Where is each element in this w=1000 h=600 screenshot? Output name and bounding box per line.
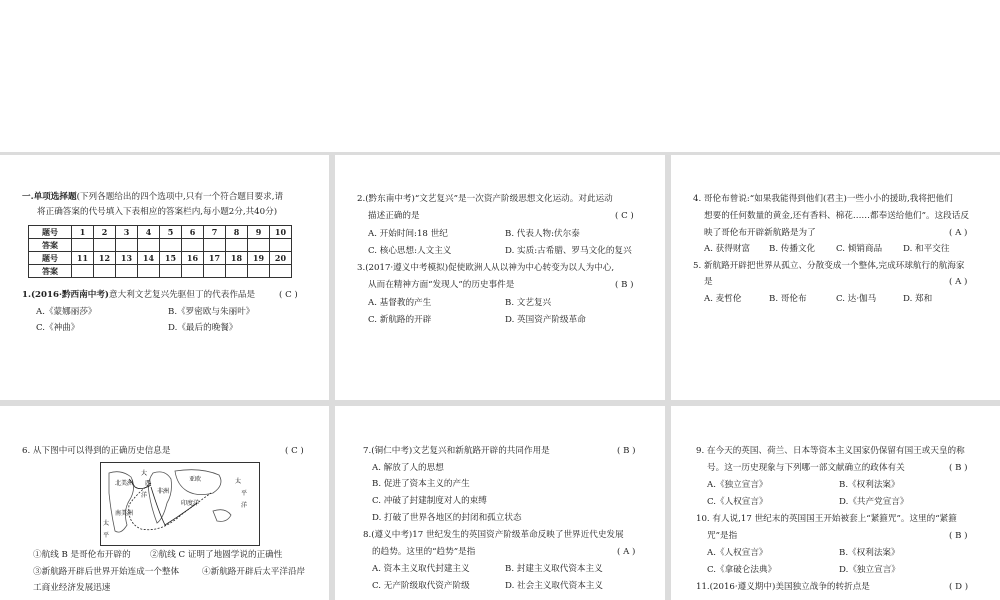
table-cell bbox=[270, 239, 292, 252]
option-b: B.《罗密欧与朱丽叶》 bbox=[168, 307, 255, 317]
question-5-text-2: 是 bbox=[704, 277, 713, 287]
table-cell bbox=[226, 239, 248, 252]
option-a: A.《独立宣言》 bbox=[707, 480, 768, 490]
answer-mark: ( A ) bbox=[949, 228, 968, 238]
question-1 bbox=[22, 290, 255, 301]
section-title: 一.单项选择题 bbox=[22, 192, 77, 202]
option-d: D.《最后的晚餐》 bbox=[168, 323, 238, 333]
option-c: C. 无产阶级取代资产阶级 bbox=[372, 581, 470, 591]
question-4-text: 4. 哥伦布曾说:“如果我能得到他们(君主)一些小小的援助,我将把他们 bbox=[693, 194, 953, 204]
statement-4-cont: 工商业经济发展迅速 bbox=[33, 583, 111, 593]
option-c: C. 核心思想:人文主义 bbox=[368, 246, 452, 256]
question-text: 意大利文艺复兴先驱但丁的代表作品是 bbox=[109, 290, 256, 300]
option-a: A.《人权宣言》 bbox=[707, 548, 768, 558]
answer-mark: ( B ) bbox=[615, 280, 634, 290]
table-cell bbox=[160, 239, 182, 252]
answer-mark: ( A ) bbox=[617, 547, 636, 557]
map-label: 太 bbox=[235, 478, 242, 485]
question-5-text: 5. 新航路开辟把世界从孤立、分散变成一个整体,完成环球航行的航海家 bbox=[693, 261, 965, 271]
table-cell: 8 bbox=[226, 226, 248, 239]
page-panel-4 bbox=[0, 406, 329, 600]
table-cell bbox=[72, 265, 94, 278]
question-source: (2016·黔西南中考) bbox=[30, 290, 109, 300]
table-cell bbox=[94, 239, 116, 252]
table-cell bbox=[138, 239, 160, 252]
option-d: D. 实质:古希腊、罗马文化的复兴 bbox=[505, 246, 632, 256]
option-b: B.《权利法案》 bbox=[839, 480, 900, 490]
table-cell bbox=[182, 265, 204, 278]
option-d: D. 英国资产阶级革命 bbox=[505, 315, 586, 325]
answer-mark: ( D ) bbox=[949, 582, 969, 592]
question-8-text: 8.(遵义中考)17 世纪发生的英国资产阶级革命反映了世界近代史发展 bbox=[363, 530, 624, 540]
question-6-text: 6. 从下图中可以得到的正确历史信息是 bbox=[22, 446, 171, 456]
answer-mark: ( A ) bbox=[949, 277, 968, 287]
section-note: (下列各题给出的四个选项中,只有一个符合题目要求,请 bbox=[76, 192, 284, 202]
route-map-figure bbox=[100, 462, 260, 546]
option-a: A. 获得财富 bbox=[704, 244, 751, 254]
table-cell: 2 bbox=[94, 226, 116, 239]
table-cell: 4 bbox=[138, 226, 160, 239]
option-a: A. 开始时间:18 世纪 bbox=[368, 229, 448, 239]
option-a: A. 解放了人的思想 bbox=[372, 463, 444, 473]
question-number: 1. bbox=[22, 290, 31, 300]
table-cell bbox=[270, 265, 292, 278]
option-a: A. 基督教的产生 bbox=[368, 298, 432, 308]
page-panel-1 bbox=[0, 155, 329, 400]
map-label: 洋 bbox=[241, 502, 248, 509]
option-d: D.《共产党宣言》 bbox=[839, 497, 909, 507]
answer-mark: ( B ) bbox=[949, 463, 968, 473]
page-panel-6 bbox=[671, 406, 1000, 600]
table-cell bbox=[160, 265, 182, 278]
option-b: B. 哥伦布 bbox=[769, 294, 807, 304]
table-cell bbox=[182, 239, 204, 252]
option-c: C. 冲破了封建制度对人的束缚 bbox=[372, 496, 487, 506]
table-cell bbox=[116, 239, 138, 252]
table-cell: 1 bbox=[72, 226, 94, 239]
option-c: C. 新航路的开辟 bbox=[368, 315, 432, 325]
map-label: 平 bbox=[241, 490, 248, 497]
option-d: D. 社会主义取代资本主义 bbox=[505, 581, 603, 591]
option-d: D.《独立宣言》 bbox=[839, 565, 900, 575]
map-label: 大 bbox=[141, 470, 148, 477]
option-c: C.《神曲》 bbox=[36, 323, 80, 333]
option-c: C.《人权宣言》 bbox=[707, 497, 768, 507]
question-10-text: 10. 有人说,17 世纪末的英国国王开始被套上“紧箍咒”。这里的“紧箍 bbox=[696, 514, 957, 524]
table-row-label: 答案 bbox=[29, 239, 72, 252]
answer-mark: ( B ) bbox=[949, 531, 968, 541]
answer-mark: ( B ) bbox=[617, 446, 636, 456]
table-cell bbox=[226, 265, 248, 278]
table-cell: 20 bbox=[270, 252, 292, 265]
answer-mark: ( C ) bbox=[615, 211, 634, 221]
answer-mark: ( C ) bbox=[279, 290, 298, 300]
table-cell: 16 bbox=[182, 252, 204, 265]
option-b: B.《权利法案》 bbox=[839, 548, 900, 558]
australia-outline bbox=[213, 510, 231, 522]
option-d: D. 郑和 bbox=[903, 294, 933, 304]
question-10-text-2: 咒”是指 bbox=[707, 531, 738, 541]
table-row-label: 题号 bbox=[29, 226, 72, 239]
table-cell: 5 bbox=[160, 226, 182, 239]
option-b: B. 封建主义取代资本主义 bbox=[505, 564, 603, 574]
table-row-label: 题号 bbox=[29, 252, 72, 265]
map-label: 北美洲 bbox=[115, 480, 134, 487]
question-4-text-3: 映了哥伦布开辟新航路是为了 bbox=[704, 228, 816, 238]
page-panel-2 bbox=[335, 155, 665, 400]
question-2-text-2: 描述正确的是 bbox=[368, 211, 420, 221]
option-b: B. 促进了资本主义的产生 bbox=[372, 479, 470, 489]
africa-europe-outline bbox=[149, 472, 172, 523]
answer-mark: ( C ) bbox=[285, 446, 304, 456]
route-map-svg bbox=[101, 463, 259, 545]
option-d: D. 和平交往 bbox=[903, 244, 950, 254]
answer-table bbox=[28, 225, 292, 278]
map-label: 亚欧 bbox=[189, 476, 202, 483]
statement-4: ④新航路开辟后太平洋沿岸 bbox=[202, 567, 306, 577]
option-a: A. 麦哲伦 bbox=[704, 294, 742, 304]
table-row-label: 答案 bbox=[29, 265, 72, 278]
table-cell: 6 bbox=[182, 226, 204, 239]
question-11-text: 11.(2016·遵义期中)美国独立战争的转折点是 bbox=[696, 582, 870, 592]
map-label: 洋 bbox=[141, 492, 148, 499]
page-panel-5 bbox=[335, 406, 665, 600]
table-cell bbox=[204, 239, 226, 252]
map-label: 西 bbox=[145, 480, 152, 487]
table-cell: 11 bbox=[72, 252, 94, 265]
table-cell: 7 bbox=[204, 226, 226, 239]
statement-3: ③新航路开辟后世界开始连成一个整体 bbox=[33, 567, 180, 577]
table-cell: 10 bbox=[270, 226, 292, 239]
question-3-text: 3.(2017·遵义中考模拟)促使欧洲人从以神为中心转变为以人为中心, bbox=[357, 263, 615, 273]
table-cell: 17 bbox=[204, 252, 226, 265]
question-3-text-2: 从而在精神方面“发现人”的历史事件是 bbox=[368, 280, 515, 290]
statement-2: ②航线 C 证明了地圆学说的正确性 bbox=[150, 550, 283, 560]
option-c: C.《拿破仑法典》 bbox=[707, 565, 777, 575]
map-label: 南美洲 bbox=[115, 510, 134, 517]
question-9-text-2: 号。这一历史现象与下列哪一部文献确立的政体有关 bbox=[707, 463, 905, 473]
map-label: 印度洋 bbox=[181, 500, 200, 507]
map-label: 非洲 bbox=[157, 488, 170, 495]
table-cell bbox=[94, 265, 116, 278]
option-b: B. 代表人物:伏尔泰 bbox=[505, 229, 580, 239]
page-panel-3 bbox=[671, 155, 1000, 400]
option-c: C. 倾销商品 bbox=[836, 244, 883, 254]
option-a: A.《蒙娜丽莎》 bbox=[36, 307, 97, 317]
table-cell: 14 bbox=[138, 252, 160, 265]
question-7-text: 7.(铜仁中考)文艺复兴和新航路开辟的共同作用是 bbox=[363, 446, 550, 456]
question-8-text-2: 的趋势。这里的“趋势”是指 bbox=[372, 547, 476, 557]
table-cell bbox=[248, 239, 270, 252]
option-c: C. 达·伽马 bbox=[836, 294, 877, 304]
option-b: B. 文艺复兴 bbox=[505, 298, 552, 308]
section-note-2: 将正确答案的代号填入下表相应的答案栏内,每小题2分,共40分) bbox=[37, 207, 278, 217]
table-cell: 15 bbox=[160, 252, 182, 265]
table-cell: 9 bbox=[248, 226, 270, 239]
table-cell bbox=[72, 239, 94, 252]
question-9-text: 9. 在今天的英国、荷兰、日本等资本主义国家仍保留有国王或天皇的称 bbox=[696, 446, 965, 456]
statement-1: ①航线 B 是哥伦布开辟的 bbox=[33, 550, 131, 560]
map-label: 太 bbox=[103, 520, 110, 527]
section-heading bbox=[22, 192, 283, 203]
map-label: 平 bbox=[103, 532, 110, 539]
top-blank-area bbox=[0, 0, 1000, 152]
question-4-text-2: 想要的任何数量的黄金,还有香料、棉花……都奉送给他们”。这段话反 bbox=[704, 211, 969, 221]
table-cell bbox=[204, 265, 226, 278]
table-cell: 13 bbox=[116, 252, 138, 265]
question-2-text: 2.(黔东南中考)“文艺复兴”是一次资产阶级思想文化运动。对此运动 bbox=[357, 194, 613, 204]
table-cell: 19 bbox=[248, 252, 270, 265]
table-cell bbox=[116, 265, 138, 278]
table-cell bbox=[138, 265, 160, 278]
table-cell: 18 bbox=[226, 252, 248, 265]
option-d: D. 打破了世界各地区的封闭和孤立状态 bbox=[372, 513, 522, 523]
table-cell bbox=[248, 265, 270, 278]
table-cell: 3 bbox=[116, 226, 138, 239]
table-cell: 12 bbox=[94, 252, 116, 265]
option-a: A. 资本主义取代封建主义 bbox=[372, 564, 470, 574]
option-b: B. 传播文化 bbox=[769, 244, 816, 254]
